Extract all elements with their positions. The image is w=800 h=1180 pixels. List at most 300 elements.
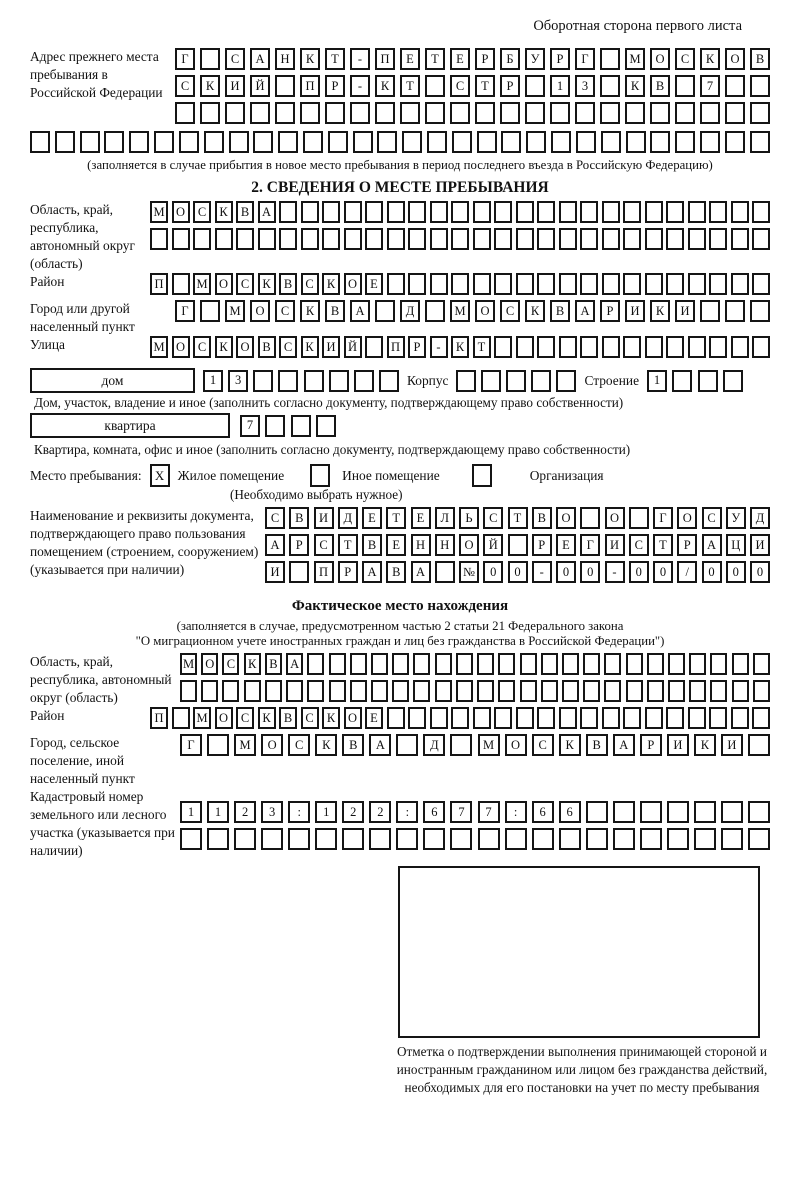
- char-box: А: [575, 300, 595, 322]
- char-box: [435, 561, 455, 583]
- char-box: [559, 707, 577, 729]
- char-box: [377, 131, 397, 153]
- char-box: [456, 680, 473, 702]
- korpus-label: Корпус: [407, 372, 449, 388]
- char-box: [286, 680, 303, 702]
- char-box: [200, 48, 220, 70]
- char-box: [478, 828, 500, 850]
- char-box: Т: [325, 48, 345, 70]
- char-box: [689, 653, 706, 675]
- char-box: [602, 336, 620, 358]
- char-box: [350, 653, 367, 675]
- char-box: Е: [365, 707, 383, 729]
- char-box: 3: [261, 801, 283, 823]
- char-box: [435, 680, 452, 702]
- char-box: Ц: [726, 534, 746, 556]
- stroenie-label: Строение: [584, 372, 640, 388]
- char-box: [278, 131, 298, 153]
- char-box: [559, 828, 581, 850]
- char-box: Р: [532, 534, 552, 556]
- char-box: [392, 653, 409, 675]
- char-box: [375, 300, 395, 322]
- char-box: [430, 228, 448, 250]
- char-box: Й: [344, 336, 362, 358]
- char-box: [387, 707, 405, 729]
- stamp-area: [398, 866, 760, 1038]
- char-box: [694, 801, 716, 823]
- char-box: [288, 828, 310, 850]
- char-box: [307, 653, 324, 675]
- char-box: [725, 300, 745, 322]
- char-box: А: [369, 734, 391, 756]
- char-box: [450, 828, 472, 850]
- stamp-caption: Отметка о подтверждении выполнения принимающей стороной и иностранным гражданином или лицом без гражданства действий, необходимых для его постановки на учет по месту пребывания: [396, 1044, 768, 1095]
- option-inoe-label: Иное помещение: [342, 467, 440, 483]
- char-box: 0: [629, 561, 649, 583]
- char-box: К: [315, 734, 337, 756]
- gorod-label: Город или другой населенный пункт: [30, 301, 135, 334]
- field-raion: [30, 273, 770, 300]
- char-box: [456, 370, 476, 392]
- char-box: [322, 228, 340, 250]
- char-box-row: [265, 534, 770, 556]
- char-box: К: [215, 201, 233, 223]
- char-box: [200, 300, 220, 322]
- char-box: [180, 680, 197, 702]
- char-box: [752, 707, 770, 729]
- document-label: Наименование и реквизиты документа, подтверждающего право пользования помещением (строением, сооружением) (указывается при наличии): [30, 508, 259, 577]
- raion-label: Район: [30, 274, 65, 289]
- char-box: 2: [342, 801, 364, 823]
- char-box: [451, 707, 469, 729]
- char-box: [525, 75, 545, 97]
- char-box: [700, 131, 720, 153]
- char-box: В: [265, 653, 282, 675]
- fact-title: Фактическое место нахождения: [291, 598, 509, 614]
- char-box: В: [650, 75, 670, 97]
- char-box: [387, 273, 405, 295]
- char-box: [748, 828, 770, 850]
- char-box: [537, 201, 555, 223]
- char-box: [435, 653, 452, 675]
- char-box: 0: [726, 561, 746, 583]
- char-box: :: [396, 801, 418, 823]
- char-box: [625, 102, 645, 124]
- char-box: [668, 653, 685, 675]
- char-box: С: [225, 48, 245, 70]
- char-box: [731, 336, 749, 358]
- char-box: [550, 102, 570, 124]
- char-box: [698, 370, 718, 392]
- char-box-row: [180, 734, 770, 756]
- char-box: 2: [234, 801, 256, 823]
- char-box: Б: [500, 48, 520, 70]
- char-box: [580, 201, 598, 223]
- char-box: [365, 336, 383, 358]
- char-box: А: [350, 300, 370, 322]
- char-box: [516, 707, 534, 729]
- char-box: Н: [275, 48, 295, 70]
- char-box: П: [387, 336, 405, 358]
- char-box: 0: [556, 561, 576, 583]
- char-box: Й: [483, 534, 503, 556]
- char-box: [477, 680, 494, 702]
- field-dom: [30, 368, 770, 393]
- char-box: Е: [411, 507, 431, 529]
- char-box: [672, 370, 692, 392]
- checkbox-inoe: [310, 464, 330, 487]
- char-box: М: [234, 734, 256, 756]
- char-box: [154, 131, 174, 153]
- char-box: [316, 415, 336, 437]
- char-box-row: [203, 370, 399, 392]
- char-box: Г: [175, 48, 195, 70]
- char-box: [172, 707, 190, 729]
- char-box: [413, 680, 430, 702]
- char-box: П: [150, 707, 168, 729]
- char-box: Г: [653, 507, 673, 529]
- char-box: [526, 131, 546, 153]
- char-box: Е: [556, 534, 576, 556]
- char-box: К: [258, 707, 276, 729]
- char-box: -: [430, 336, 448, 358]
- char-box: [494, 707, 512, 729]
- char-box: [688, 336, 706, 358]
- char-box: [562, 653, 579, 675]
- char-box: С: [314, 534, 334, 556]
- char-box-row: [150, 273, 770, 295]
- char-box-row: [265, 561, 770, 583]
- char-box: 0: [580, 561, 600, 583]
- char-box: [369, 828, 391, 850]
- char-box: Р: [338, 561, 358, 583]
- char-box: [750, 300, 770, 322]
- option-organizatsiya-label: Организация: [529, 467, 604, 483]
- char-box: [278, 370, 298, 392]
- char-box: [537, 273, 555, 295]
- char-box: [307, 680, 324, 702]
- char-box: [30, 131, 50, 153]
- char-box: К: [300, 48, 320, 70]
- char-box: Р: [550, 48, 570, 70]
- char-box: [623, 336, 641, 358]
- char-box: К: [559, 734, 581, 756]
- char-box-row: [175, 75, 770, 97]
- char-box: [580, 336, 598, 358]
- char-box: [645, 707, 663, 729]
- section2-title: 2. СВЕДЕНИЯ О МЕСТЕ ПРЕБЫВАНИЯ: [251, 179, 549, 196]
- char-box: [508, 534, 528, 556]
- char-box: [400, 102, 420, 124]
- char-box: М: [193, 273, 211, 295]
- char-box: [537, 336, 555, 358]
- field-fact-raion: [30, 707, 770, 734]
- char-box-row: [150, 228, 770, 250]
- char-box: [520, 653, 537, 675]
- char-box: [709, 336, 727, 358]
- char-box: [688, 273, 706, 295]
- char-box: [532, 828, 554, 850]
- char-box: [668, 680, 685, 702]
- char-box: К: [650, 300, 670, 322]
- char-box: С: [222, 653, 239, 675]
- char-box: [600, 48, 620, 70]
- field-prev-address: [30, 48, 770, 129]
- char-box: [709, 228, 727, 250]
- char-box: О: [261, 734, 283, 756]
- char-box: В: [325, 300, 345, 322]
- char-box: 1: [315, 801, 337, 823]
- char-box: [709, 201, 727, 223]
- char-box: [725, 131, 745, 153]
- char-box: 1: [550, 75, 570, 97]
- char-box: [752, 336, 770, 358]
- char-box: [613, 801, 635, 823]
- char-box: [425, 300, 445, 322]
- char-box: Й: [250, 75, 270, 97]
- char-box: [396, 734, 418, 756]
- char-box: [413, 653, 430, 675]
- field-gorod: [30, 300, 770, 336]
- char-box: [731, 707, 749, 729]
- char-box: [408, 273, 426, 295]
- char-box: С: [175, 75, 195, 97]
- char-box: [300, 102, 320, 124]
- char-box: [602, 273, 620, 295]
- char-box: [604, 680, 621, 702]
- char-box: [375, 102, 395, 124]
- char-box: [353, 131, 373, 153]
- char-box: Л: [435, 507, 455, 529]
- char-box: Е: [365, 273, 383, 295]
- char-box: [180, 828, 202, 850]
- char-box: О: [605, 507, 625, 529]
- char-box: [304, 370, 324, 392]
- char-box: Т: [473, 336, 491, 358]
- char-box: [752, 273, 770, 295]
- char-box: [456, 653, 473, 675]
- char-box: [666, 273, 684, 295]
- char-box: О: [344, 273, 362, 295]
- kvartira-widebox: квартира: [30, 413, 230, 438]
- char-box: В: [386, 561, 406, 583]
- char-box: О: [650, 48, 670, 70]
- char-box: [350, 102, 370, 124]
- char-box: -: [532, 561, 552, 583]
- char-box: М: [150, 336, 168, 358]
- char-box: П: [300, 75, 320, 97]
- char-box: [172, 273, 190, 295]
- char-box: [430, 707, 448, 729]
- char-box: [623, 273, 641, 295]
- char-box: [253, 370, 273, 392]
- char-box: [289, 561, 309, 583]
- char-box: [752, 228, 770, 250]
- char-box: Т: [508, 507, 528, 529]
- char-box: [516, 336, 534, 358]
- char-box-row: [150, 201, 770, 223]
- field-fact-oblast: [30, 653, 770, 707]
- char-box: [275, 102, 295, 124]
- char-box: [315, 828, 337, 850]
- char-box: :: [505, 801, 527, 823]
- ulitsa-label: Улица: [30, 337, 65, 352]
- char-box: 0: [653, 561, 673, 583]
- fact-note2: "О миграционном учете иностранных граждан и лиц без гражданства в Российской Федерации"): [135, 634, 665, 648]
- char-box: С: [675, 48, 695, 70]
- char-box: К: [258, 273, 276, 295]
- fact-gorod-label: Город, сельское поселение, иной населенный пункт: [30, 735, 135, 786]
- char-box: [172, 228, 190, 250]
- char-box: [600, 75, 620, 97]
- char-box: [387, 228, 405, 250]
- corner-note: Оборотная сторона первого листа: [533, 18, 742, 34]
- char-box: -: [350, 75, 370, 97]
- char-box: С: [483, 507, 503, 529]
- fact-raion-label: Район: [30, 708, 65, 723]
- char-box: [475, 102, 495, 124]
- char-box: М: [478, 734, 500, 756]
- char-box: У: [525, 48, 545, 70]
- kadastr-label: Кадастровый номер земельного или лесного участка (указывается при наличии): [30, 789, 175, 858]
- field-oblast: [30, 201, 770, 273]
- char-box: [430, 201, 448, 223]
- char-box: [207, 828, 229, 850]
- char-box: [559, 273, 577, 295]
- char-box: Т: [400, 75, 420, 97]
- char-box: [365, 228, 383, 250]
- char-box: [473, 201, 491, 223]
- char-box: [650, 131, 670, 153]
- char-box: Р: [600, 300, 620, 322]
- char-box: А: [265, 534, 285, 556]
- char-box: С: [301, 273, 319, 295]
- char-box: 7: [700, 75, 720, 97]
- char-box: [494, 273, 512, 295]
- char-box: И: [322, 336, 340, 358]
- char-box: К: [625, 75, 645, 97]
- char-box: [748, 801, 770, 823]
- char-box: Р: [289, 534, 309, 556]
- char-box: П: [150, 273, 168, 295]
- char-box: О: [725, 48, 745, 70]
- char-box: [301, 228, 319, 250]
- char-box: [506, 370, 526, 392]
- char-box-row-overflow: [30, 131, 770, 153]
- char-box: Т: [338, 534, 358, 556]
- char-box: [55, 131, 75, 153]
- char-box: В: [279, 707, 297, 729]
- char-box: В: [532, 507, 552, 529]
- char-box: С: [265, 507, 285, 529]
- char-box: [710, 653, 727, 675]
- char-box: [752, 201, 770, 223]
- char-box: [344, 201, 362, 223]
- char-box: [258, 228, 276, 250]
- char-box: В: [236, 201, 254, 223]
- char-box: [576, 131, 596, 153]
- char-box: [408, 201, 426, 223]
- char-box-row: [180, 680, 770, 702]
- char-box: [265, 415, 285, 437]
- char-box: С: [500, 300, 520, 322]
- char-box-row: [150, 336, 770, 358]
- char-box: Н: [435, 534, 455, 556]
- char-box: М: [625, 48, 645, 70]
- char-box: [365, 201, 383, 223]
- char-box: Е: [450, 48, 470, 70]
- char-box-row: [175, 102, 770, 124]
- char-box: С: [279, 336, 297, 358]
- char-box: [494, 336, 512, 358]
- char-box-row: [175, 300, 770, 322]
- char-box: П: [314, 561, 334, 583]
- char-box: Д: [338, 507, 358, 529]
- char-box: А: [613, 734, 635, 756]
- char-box: И: [314, 507, 334, 529]
- char-box: [580, 273, 598, 295]
- char-box: [666, 228, 684, 250]
- char-box: М: [193, 707, 211, 729]
- char-box: [640, 801, 662, 823]
- char-box-row: [240, 415, 336, 437]
- char-box-row: [265, 507, 770, 529]
- char-box: А: [702, 534, 722, 556]
- char-box: [645, 201, 663, 223]
- char-box: [225, 102, 245, 124]
- char-box: М: [450, 300, 470, 322]
- char-box: [602, 228, 620, 250]
- char-box: [500, 102, 520, 124]
- char-box: О: [677, 507, 697, 529]
- char-box: Р: [640, 734, 662, 756]
- field-document: [30, 507, 770, 588]
- char-box: [516, 201, 534, 223]
- char-box: А: [362, 561, 382, 583]
- char-box: 3: [575, 75, 595, 97]
- char-box: 7: [240, 415, 260, 437]
- char-box: [753, 653, 770, 675]
- char-box: О: [505, 734, 527, 756]
- char-box: [710, 680, 727, 702]
- char-box: А: [250, 48, 270, 70]
- char-box: Н: [411, 534, 431, 556]
- char-box: [329, 653, 346, 675]
- char-box: 7: [450, 801, 472, 823]
- char-box: О: [236, 336, 254, 358]
- char-box: [709, 273, 727, 295]
- char-box: Г: [575, 48, 595, 70]
- char-box: В: [258, 336, 276, 358]
- char-box: [329, 680, 346, 702]
- char-box: [175, 102, 195, 124]
- char-box: [613, 828, 635, 850]
- char-box: [477, 653, 494, 675]
- char-box: [531, 370, 551, 392]
- char-box: [583, 680, 600, 702]
- char-box: [689, 680, 706, 702]
- char-box: [234, 828, 256, 850]
- char-box: :: [288, 801, 310, 823]
- char-box: С: [193, 336, 211, 358]
- char-box: [667, 828, 689, 850]
- char-box: [556, 370, 576, 392]
- char-box: [498, 680, 515, 702]
- char-box: С: [532, 734, 554, 756]
- char-box: С: [236, 273, 254, 295]
- char-box: [725, 75, 745, 97]
- char-box: [279, 228, 297, 250]
